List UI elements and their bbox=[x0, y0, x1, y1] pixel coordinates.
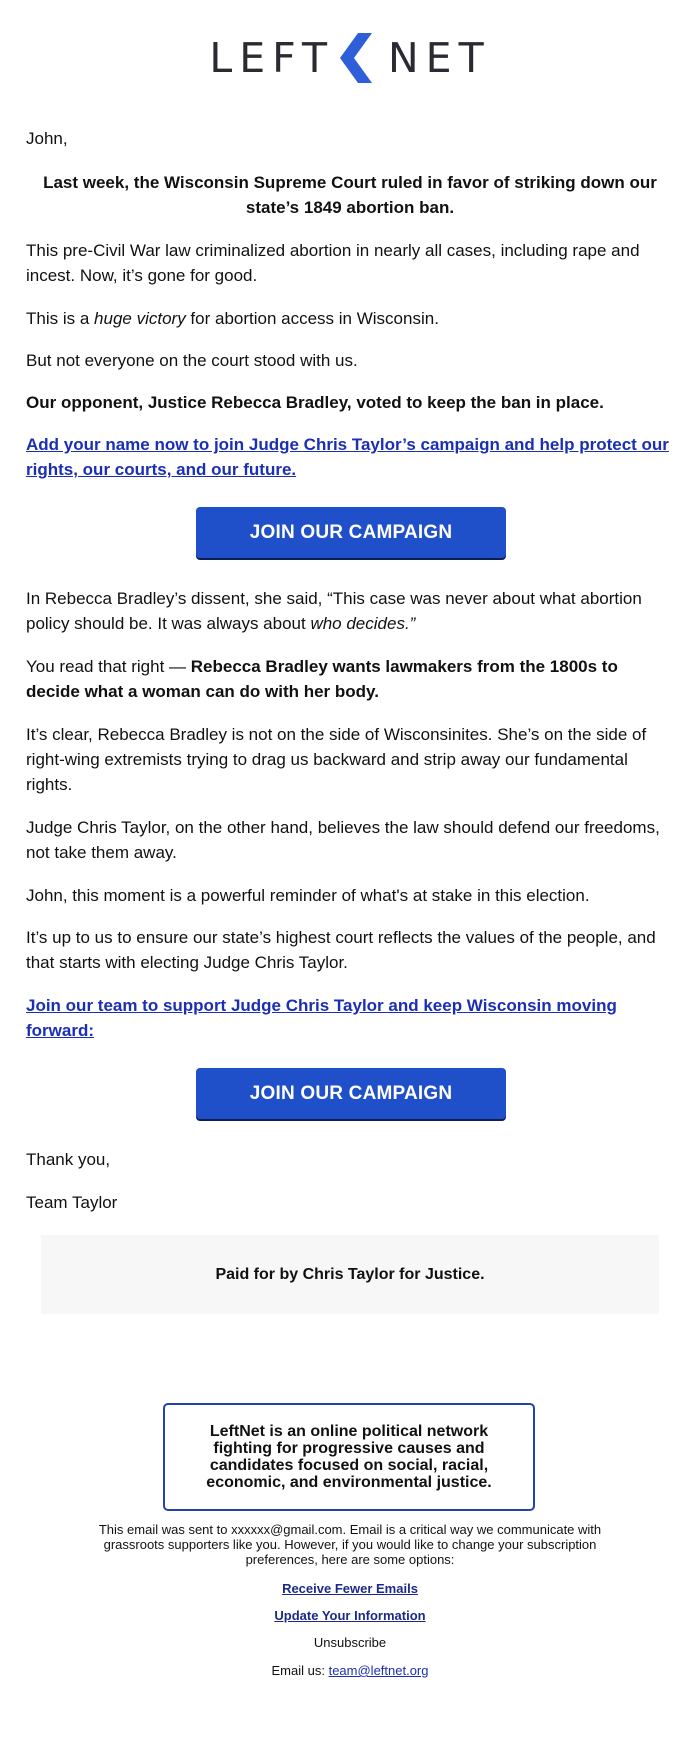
greeting-text: John, bbox=[26, 129, 68, 148]
paragraph-5-emphasis: who decides.” bbox=[310, 614, 416, 633]
link-2-wrapper bbox=[26, 993, 674, 1043]
paragraph-5-before: In Rebecca Bradley’s dissent, she said, “This case was never about what abortion policy should be. It was always about bbox=[26, 589, 642, 633]
greeting bbox=[26, 126, 674, 151]
signoff-1 bbox=[26, 1147, 674, 1172]
link-1-wrapper bbox=[26, 432, 674, 482]
paragraph-2-text bbox=[26, 306, 674, 331]
about-leftnet-text: LeftNet is an online political network fighting for progressive causes and candidates focused on social, racial, economic, and environmental justice. bbox=[206, 1423, 492, 1491]
paragraph-8-text: Judge Chris Taylor, on the other hand, believes the law should defend our freedoms, not take them away. bbox=[26, 818, 660, 862]
add-your-name-link[interactable]: Add your name now to join Judge Chris Taylor’s campaign and help protect our rights, our courts, and our future. bbox=[26, 435, 669, 479]
signoff-1-text: Thank you, bbox=[26, 1150, 111, 1169]
footer-notice: This email was sent to xxxxxx@gmail.com. Email is a critical way we communicate with grassroots supporters like you. However, if you would like to change your subscription preferences, here are some options: bbox=[98, 1522, 602, 1567]
paragraph-1-text: This pre-Civil War law criminalized abortion in nearly all cases, including rape and incest. Now, it’s gone for good. bbox=[26, 241, 640, 285]
join-team-link[interactable]: Join our team to support Judge Chris Taylor and keep Wisconsin moving forward: bbox=[26, 996, 617, 1040]
paragraph-8 bbox=[26, 815, 674, 865]
paragraph-2-emphasis: huge victory bbox=[94, 309, 186, 328]
paragraph-7-text: It’s clear, Rebecca Bradley is not on the side of Wisconsinites. She’s on the side of right-wing extremists trying to drag us backward and strip away our fundamental rights. bbox=[26, 725, 647, 794]
paragraph-6-text bbox=[26, 654, 674, 704]
headline bbox=[26, 170, 674, 220]
unsubscribe-link[interactable]: Unsubscribe bbox=[313, 1635, 387, 1650]
paragraph-4 bbox=[26, 390, 674, 415]
update-information-link[interactable]: Update Your Information bbox=[274, 1608, 426, 1623]
join-campaign-button-2[interactable]: JOIN OUR CAMPAIGN bbox=[196, 1068, 506, 1119]
paragraph-2-after: for abortion access in Wisconsin. bbox=[185, 309, 439, 328]
paragraph-4-text: Our opponent, Justice Rebecca Bradley, voted to keep the ban in place. bbox=[26, 393, 604, 412]
paragraph-9 bbox=[26, 883, 674, 908]
email-us-label: Email us: bbox=[271, 1663, 329, 1678]
paragraph-1 bbox=[26, 238, 674, 288]
about-leftnet-box bbox=[163, 1403, 535, 1511]
paragraph-3 bbox=[26, 348, 674, 373]
email-address-link[interactable]: team@leftnet.org bbox=[328, 1663, 429, 1678]
signoff-2 bbox=[26, 1190, 674, 1215]
paid-for-disclaimer bbox=[41, 1235, 659, 1314]
paragraph-7 bbox=[26, 722, 674, 797]
paragraph-5-text bbox=[26, 586, 674, 636]
headline-text: Last week, the Wisconsin Supreme Court ruled in favor of striking down our state’s 1849 abortion ban. bbox=[43, 173, 657, 217]
logo-right-word: NET bbox=[388, 34, 491, 82]
update-information-wrapper bbox=[0, 1608, 700, 1623]
paragraph-2-before: This is a bbox=[26, 309, 95, 328]
paragraph-2 bbox=[26, 306, 674, 331]
email-us-line bbox=[0, 1663, 700, 1678]
logo-left-word: LEFT bbox=[209, 34, 335, 82]
paragraph-9-text: John, this moment is a powerful reminder of what's at stake in this election. bbox=[26, 886, 590, 905]
paragraph-10 bbox=[26, 925, 674, 975]
receive-fewer-emails-link[interactable]: Receive Fewer Emails bbox=[282, 1581, 418, 1596]
paid-for-text: Paid for by Chris Taylor for Justice. bbox=[215, 1265, 485, 1283]
unsubscribe-wrapper bbox=[0, 1635, 700, 1650]
paragraph-6-bold: Rebecca Bradley wants lawmakers from the 1800s to decide what a woman can do with her body. bbox=[26, 657, 618, 701]
paragraph-6-before: You read that right — bbox=[26, 657, 191, 676]
paragraph-6 bbox=[26, 654, 674, 704]
leftnet-logo bbox=[0, 30, 700, 86]
paragraph-3-text: But not everyone on the court stood with us. bbox=[26, 351, 358, 370]
paragraph-10-text: It’s up to us to ensure our state’s highest court reflects the values of the people, and that starts with electing Judge Chris Taylor. bbox=[26, 928, 656, 972]
join-campaign-button-1[interactable]: JOIN OUR CAMPAIGN bbox=[196, 507, 506, 558]
paragraph-5 bbox=[26, 586, 674, 636]
receive-fewer-emails-wrapper bbox=[0, 1581, 700, 1596]
chevron-left-icon bbox=[338, 33, 374, 83]
signoff-2-text: Team Taylor bbox=[26, 1193, 118, 1212]
